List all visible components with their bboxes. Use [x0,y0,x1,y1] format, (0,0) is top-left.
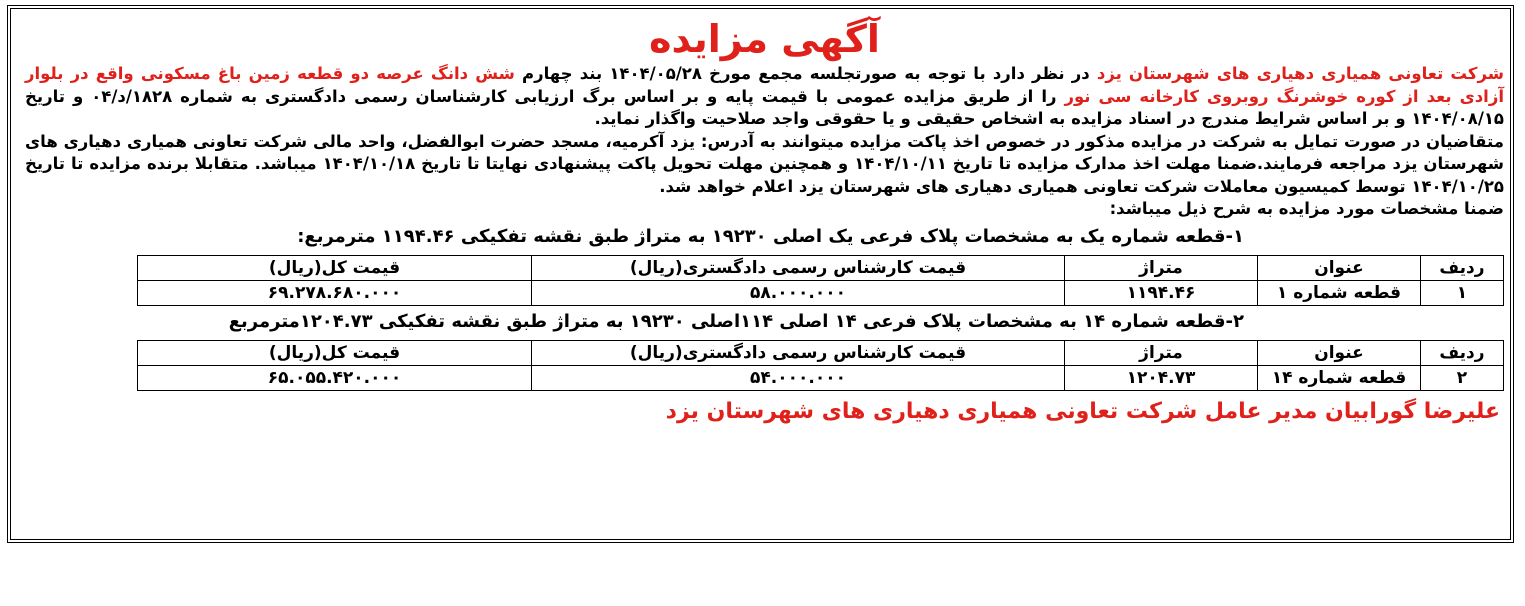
col-area: متراژ [1065,255,1258,280]
applicants-paragraph [25,131,1504,199]
table-header-row [138,340,1504,365]
cell-area: ۱۱۹۴.۴۶ [1065,280,1258,305]
col-total-price: قیمت کل(ریال) [138,255,532,280]
table-row [138,280,1504,305]
cell-expert-price: ۵۸.۰۰۰.۰۰۰ [532,280,1065,305]
item-1-table [137,255,1504,306]
col-row: ردیف [1421,340,1504,365]
address-text: یزد آکرمیه، مسجد حضرت ابوالفضل، واحد مالی شرکت تعاونی همیاری دهیاری های شهرستان یزد [25,131,1505,173]
intro-paragraph [25,63,1504,131]
col-title: عنوان [1258,340,1421,365]
applicants-text-1: متقاضیان در صورت تمایل به شرکت در مزایده مذکور در خصوص اخذ پاکت مزایده میتوانند به آدرس: [695,131,1504,151]
col-row: ردیف [1421,255,1504,280]
col-expert-price: قیمت کارشناس رسمی دادگستری(ریال) [532,255,1065,280]
applicants-text-3: تا تاریخ ۱۴۰۴/۱۰/۱۱ و همچنین [763,154,1018,173]
applicants-text-4: نهایتا تا تاریخ ۱۴۰۴/۱۰/۱۸ میباشد. متقابلا [188,154,534,173]
item-2-heading: ۲-قطعه شماره ۱۴ به مشخصات پلاک فرعی ۱۴ اصلی ۱۱۴اصلی ۱۹۲۳۰ به متراژ طبق نقشه تفکیکی ۱۲۰۴.۷۳مترمربع [228,310,1244,332]
item-2-table [137,340,1504,391]
signature-line: علیرضا گورابیان مدیر عامل شرکت تعاونی همیاری دهیاری های شهرستان یزد [665,398,1500,424]
applicants-text-2: مراجعه فرمایند.ضمنا [1210,154,1393,173]
col-expert-price: قیمت کارشناس رسمی دادگستری(ریال) [532,340,1065,365]
specs-intro: ضمنا مشخصات مورد مزایده به شرح ذیل میباشد: [1109,199,1504,218]
notice-title: آگهی مزایده [649,17,880,61]
cell-row: ۲ [1421,365,1504,390]
item-1-heading: ۱-قطعه شماره یک به مشخصات پلاک فرعی یک اصلی ۱۹۲۳۰ به متراژ طبق نقشه تفکیکی ۱۱۹۴.۴۶ مترمربع: [297,225,1244,247]
cell-row: ۱ [1421,280,1504,305]
deadline-documents: مهلت اخذ مدارک مزایده [1017,154,1211,173]
deadline-submission: مهلت تحویل پاکت پیشنهادی [533,154,764,173]
col-title: عنوان [1258,255,1421,280]
table-row [138,365,1504,390]
cell-area: ۱۲۰۴.۷۳ [1065,365,1258,390]
winner-text: برنده مزایده [89,154,189,173]
company-name: شرکت تعاونی همیاری دهیاری های شهرستان یزد [1096,64,1504,83]
col-total-price: قیمت کل(ریال) [138,340,532,365]
intro-text-2: را از طریق مزایده عمومی با قیمت پایه و بر اساس برگ ارزیابی کارشناسان رسمی دادگستری به شماره ۱۸۲۸/د/۰۴ و تاریخ ۱۴۰۴/۰۸/۱۵ و بر اساس شرایط مندرج در اسناد مزایده به اشخاص حقیقی و یا حقوقی واجد صلاحیت واگذار نماید. [25,86,1504,128]
lot-description: شش دانگ عرصه دو قطعه زمین باغ مسکونی واقع در بلوار آزادی بعد از کوره خوشرنگ روبروی کارخانه سی نور [25,64,1504,106]
cell-title: قطعه شماره ۱ [1258,280,1421,305]
notice-frame [7,5,1514,543]
applicants-text-5: تا تاریخ ۱۴۰۴/۱۰/۲۵ توسط کمیسیون معاملات شرکت تعاونی همیاری دهیاری های شهرستان یزد اعلام خواهد شد. [25,154,1504,196]
cell-total-price: ۶۹.۲۷۸.۶۸۰.۰۰۰ [138,280,532,305]
cell-title: قطعه شماره ۱۴ [1258,365,1421,390]
notice-body [11,15,1510,429]
cell-expert-price: ۵۴.۰۰۰.۰۰۰ [532,365,1065,390]
cell-total-price: ۶۵.۰۵۵.۴۲۰.۰۰۰ [138,365,532,390]
col-area: متراژ [1065,340,1258,365]
table-header-row [138,255,1504,280]
intro-text-1: در نظر دارد با توجه به صورتجلسه مجمع مورخ ۱۴۰۴/۰۵/۲۸ بند چهارم [514,64,1097,83]
